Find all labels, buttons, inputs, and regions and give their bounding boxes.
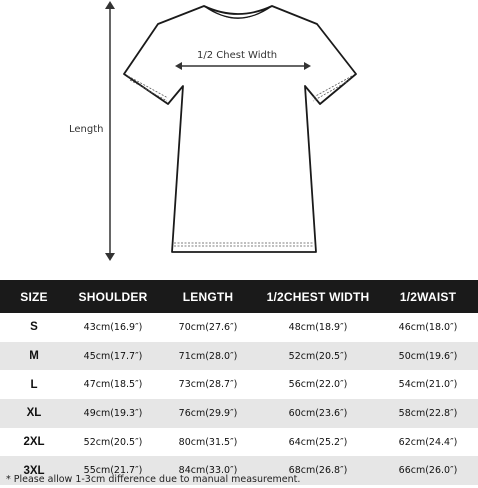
size-chart-table [0, 280, 478, 485]
size-cell: 2XL [0, 428, 68, 457]
size-cell: M [0, 342, 68, 371]
size-cell: 3XL [0, 456, 68, 485]
waist-cell: 46cm(18.0″) [378, 313, 478, 342]
chest-cell: 68cm(26.8″) [258, 456, 378, 485]
header-chest-width: 1/2CHEST WIDTH [258, 280, 378, 313]
chest-cell: 60cm(23.6″) [258, 399, 378, 428]
chest-cell: 52cm(20.5″) [258, 342, 378, 371]
size-cell: S [0, 313, 68, 342]
waist-cell: 58cm(22.8″) [378, 399, 478, 428]
shoulder-cell: 49cm(19.3″) [68, 399, 158, 428]
shoulder-cell: 55cm(21.7″) [68, 456, 158, 485]
length-cell: 84cm(33.0″) [158, 456, 258, 485]
shoulder-cell: 43cm(16.9″) [68, 313, 158, 342]
shoulder-cell: 45cm(17.7″) [68, 342, 158, 371]
waist-cell: 66cm(26.0″) [378, 456, 478, 485]
length-cell: 76cm(29.9″) [158, 399, 258, 428]
table-row [0, 370, 478, 399]
header-waist: 1/2WAIST [378, 280, 478, 313]
chest-cell: 48cm(18.9″) [258, 313, 378, 342]
chest-width-label: 1/2 Chest Width [197, 50, 278, 61]
header-size: SIZE [0, 280, 68, 313]
table-row [0, 399, 478, 428]
table-header-row [0, 280, 478, 313]
length-cell: 70cm(27.6″) [158, 313, 258, 342]
shoulder-cell: 47cm(18.5″) [68, 370, 158, 399]
table-row [0, 313, 478, 342]
table-row [0, 342, 478, 371]
length-cell: 71cm(28.0″) [158, 342, 258, 371]
measurement-footnote: * Please allow 1-3cm difference due to manual measurement. [6, 474, 301, 485]
chest-cell: 56cm(22.0″) [258, 370, 378, 399]
chest-cell: 64cm(25.2″) [258, 428, 378, 457]
length-label: Length [69, 124, 104, 135]
size-cell: XL [0, 399, 68, 428]
waist-cell: 62cm(24.4″) [378, 428, 478, 457]
waist-cell: 54cm(21.0″) [378, 370, 478, 399]
shoulder-cell: 52cm(20.5″) [68, 428, 158, 457]
header-length: LENGTH [158, 280, 258, 313]
tshirt-outline [124, 6, 356, 252]
waist-cell: 50cm(19.6″) [378, 342, 478, 371]
table-row [0, 428, 478, 457]
header-shoulder: SHOULDER [68, 280, 158, 313]
length-cell: 73cm(28.7″) [158, 370, 258, 399]
length-dimension-arrow [105, 1, 115, 261]
length-cell: 80cm(31.5″) [158, 428, 258, 457]
size-cell: L [0, 370, 68, 399]
